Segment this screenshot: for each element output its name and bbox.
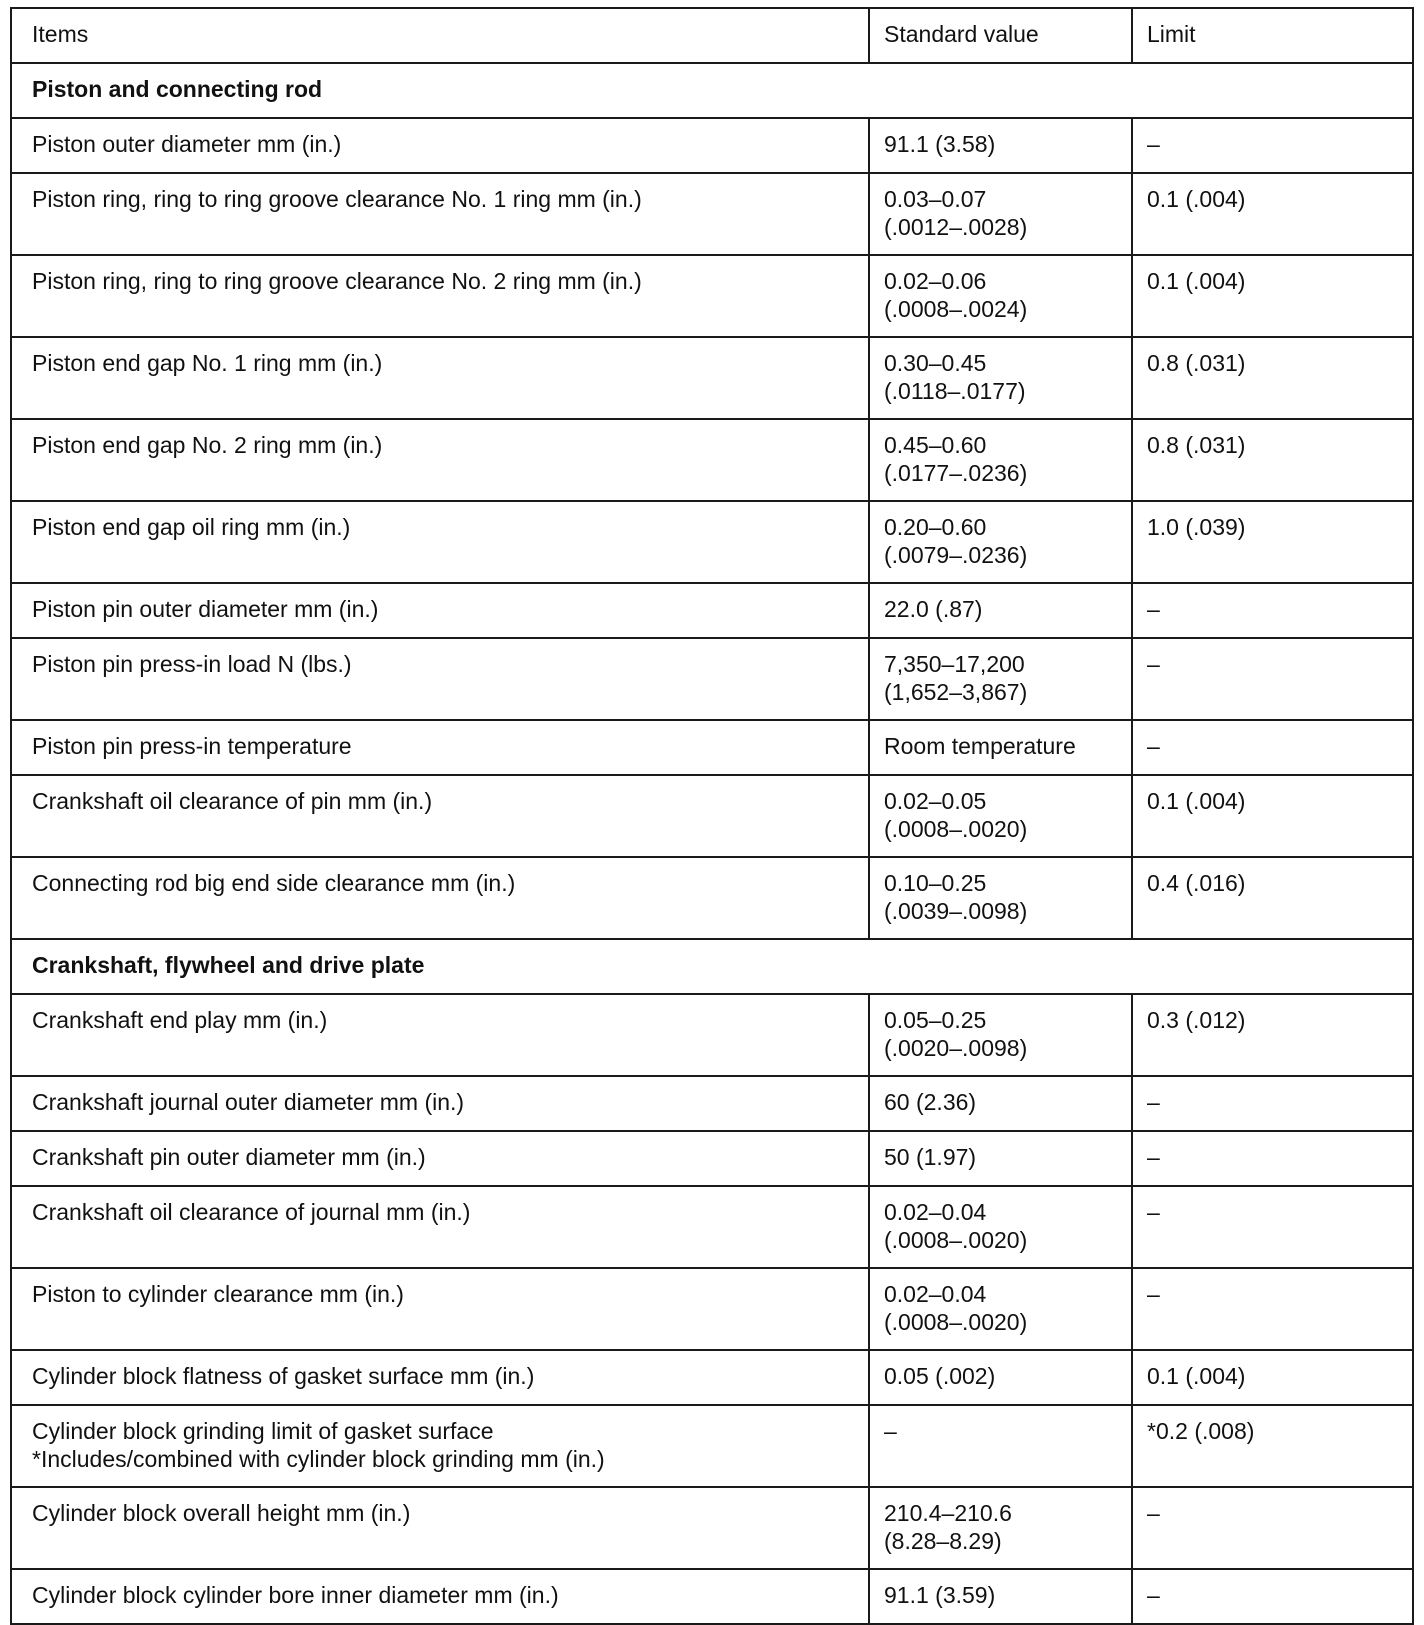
standard-value-text: 0.02–0.06 bbox=[884, 268, 987, 294]
item-cell bbox=[11, 994, 869, 1076]
standard-value-text: 0.05 (.002) bbox=[884, 1363, 996, 1389]
limit-cell: – bbox=[1132, 1487, 1413, 1569]
item-text: Connecting rod big end side clearance mm (in.) bbox=[32, 870, 516, 896]
item-cell bbox=[11, 1131, 869, 1186]
item-cell bbox=[11, 501, 869, 583]
header-standard-value: Standard value bbox=[869, 8, 1132, 63]
standard-value-text: 91.1 (3.58) bbox=[884, 131, 996, 157]
standard-value-cell bbox=[869, 337, 1132, 419]
standard-value-cell bbox=[869, 775, 1132, 857]
limit-cell: – bbox=[1132, 1131, 1413, 1186]
header-limit: Limit bbox=[1132, 8, 1413, 63]
table-row bbox=[11, 255, 1413, 337]
standard-value-cell bbox=[869, 1131, 1132, 1186]
limit-cell: – bbox=[1132, 1186, 1413, 1268]
standard-value-cell bbox=[869, 720, 1132, 775]
limit-cell: – bbox=[1132, 1569, 1413, 1624]
item-text: Piston outer diameter mm (in.) bbox=[32, 131, 342, 157]
item-cell bbox=[11, 857, 869, 939]
standard-value-text: 0.20–0.60 bbox=[884, 514, 987, 540]
limit-cell: – bbox=[1132, 1268, 1413, 1350]
standard-value-text: (.0008–.0024) bbox=[884, 296, 1028, 322]
standard-value-text: (8.28–8.29) bbox=[884, 1528, 1002, 1554]
item-text: Crankshaft journal outer diameter mm (in.) bbox=[32, 1089, 465, 1115]
item-cell bbox=[11, 583, 869, 638]
standard-value-text: 60 (2.36) bbox=[884, 1089, 977, 1115]
standard-value-text: 91.1 (3.59) bbox=[884, 1582, 996, 1608]
item-text: Cylinder block flatness of gasket surface mm (in.) bbox=[32, 1363, 535, 1389]
standard-value-text: (.0118–.0177) bbox=[884, 378, 1026, 404]
standard-value-cell bbox=[869, 857, 1132, 939]
table-row bbox=[11, 1186, 1413, 1268]
item-text: Piston pin press-in temperature bbox=[32, 733, 352, 759]
item-cell bbox=[11, 337, 869, 419]
standard-value-text: (1,652–3,867) bbox=[884, 679, 1028, 705]
item-cell bbox=[11, 173, 869, 255]
item-text: Piston end gap No. 2 ring mm (in.) bbox=[32, 432, 383, 458]
limit-cell: 0.8 (.031) bbox=[1132, 337, 1413, 419]
item-text: Crankshaft oil clearance of journal mm (in.) bbox=[32, 1199, 471, 1225]
table-row bbox=[11, 720, 1413, 775]
standard-value-cell bbox=[869, 1569, 1132, 1624]
table-row bbox=[11, 501, 1413, 583]
item-cell bbox=[11, 775, 869, 857]
standard-value-cell bbox=[869, 1350, 1132, 1405]
table-row bbox=[11, 638, 1413, 720]
item-cell bbox=[11, 638, 869, 720]
item-text: *Includes/combined with cylinder block grinding mm (in.) bbox=[32, 1446, 605, 1472]
standard-value-cell bbox=[869, 501, 1132, 583]
section-row bbox=[11, 939, 1413, 994]
table-row bbox=[11, 1131, 1413, 1186]
standard-value-text: 0.10–0.25 bbox=[884, 870, 987, 896]
standard-value-text: (.0008–.0020) bbox=[884, 1309, 1028, 1335]
item-text: Piston to cylinder clearance mm (in.) bbox=[32, 1281, 404, 1307]
limit-cell: 0.4 (.016) bbox=[1132, 857, 1413, 939]
standard-value-cell bbox=[869, 1268, 1132, 1350]
item-cell bbox=[11, 1569, 869, 1624]
section-title: Piston and connecting rod bbox=[11, 63, 1413, 118]
standard-value-cell bbox=[869, 1076, 1132, 1131]
table-row bbox=[11, 419, 1413, 501]
limit-cell: 1.0 (.039) bbox=[1132, 501, 1413, 583]
table-row bbox=[11, 994, 1413, 1076]
header-items: Items bbox=[11, 8, 869, 63]
standard-value-text: 0.02–0.04 bbox=[884, 1281, 987, 1307]
limit-cell: 0.1 (.004) bbox=[1132, 255, 1413, 337]
item-cell bbox=[11, 118, 869, 173]
item-text: Piston pin press-in load N (lbs.) bbox=[32, 651, 352, 677]
standard-value-text: (.0020–.0098) bbox=[884, 1035, 1028, 1061]
limit-cell: 0.1 (.004) bbox=[1132, 775, 1413, 857]
item-cell bbox=[11, 1076, 869, 1131]
spec-table-container bbox=[10, 7, 1412, 1625]
section-row bbox=[11, 63, 1413, 118]
limit-cell: – bbox=[1132, 583, 1413, 638]
standard-value-text: 50 (1.97) bbox=[884, 1144, 977, 1170]
table-row bbox=[11, 583, 1413, 638]
standard-value-text: 210.4–210.6 bbox=[884, 1500, 1012, 1526]
limit-cell: 0.1 (.004) bbox=[1132, 1350, 1413, 1405]
item-text: Crankshaft oil clearance of pin mm (in.) bbox=[32, 788, 433, 814]
standard-value-cell bbox=[869, 994, 1132, 1076]
item-text: Piston end gap No. 1 ring mm (in.) bbox=[32, 350, 383, 376]
standard-value-cell bbox=[869, 1487, 1132, 1569]
item-text: Piston end gap oil ring mm (in.) bbox=[32, 514, 351, 540]
item-text: Cylinder block overall height mm (in.) bbox=[32, 1500, 411, 1526]
limit-cell: – bbox=[1132, 638, 1413, 720]
item-cell bbox=[11, 255, 869, 337]
standard-value-text: (.0039–.0098) bbox=[884, 898, 1028, 924]
table-row bbox=[11, 118, 1413, 173]
limit-cell: *0.2 (.008) bbox=[1132, 1405, 1413, 1487]
standard-value-cell bbox=[869, 583, 1132, 638]
item-cell bbox=[11, 1268, 869, 1350]
item-text: Piston ring, ring to ring groove clearance No. 1 ring mm (in.) bbox=[32, 186, 642, 212]
specification-table bbox=[10, 7, 1414, 1625]
standard-value-text: – bbox=[884, 1418, 897, 1444]
limit-cell: – bbox=[1132, 118, 1413, 173]
limit-cell: – bbox=[1132, 720, 1413, 775]
standard-value-text: 22.0 (.87) bbox=[884, 596, 983, 622]
table-row bbox=[11, 1487, 1413, 1569]
standard-value-text: 0.03–0.07 bbox=[884, 186, 987, 212]
table-row bbox=[11, 1268, 1413, 1350]
standard-value-text: (.0012–.0028) bbox=[884, 214, 1028, 240]
table-row bbox=[11, 857, 1413, 939]
standard-value-text: (.0008–.0020) bbox=[884, 1227, 1028, 1253]
table-row bbox=[11, 1405, 1413, 1487]
table-row bbox=[11, 775, 1413, 857]
item-cell bbox=[11, 419, 869, 501]
item-cell bbox=[11, 1350, 869, 1405]
standard-value-text: 0.02–0.05 bbox=[884, 788, 987, 814]
standard-value-text: (.0177–.0236) bbox=[884, 460, 1028, 486]
standard-value-text: 0.02–0.04 bbox=[884, 1199, 987, 1225]
standard-value-text: 7,350–17,200 bbox=[884, 651, 1025, 677]
standard-value-text: 0.05–0.25 bbox=[884, 1007, 987, 1033]
standard-value-cell bbox=[869, 638, 1132, 720]
table-row bbox=[11, 173, 1413, 255]
item-text: Crankshaft pin outer diameter mm (in.) bbox=[32, 1144, 426, 1170]
limit-cell: 0.8 (.031) bbox=[1132, 419, 1413, 501]
standard-value-cell bbox=[869, 1405, 1132, 1487]
standard-value-cell bbox=[869, 1186, 1132, 1268]
header-row bbox=[11, 8, 1413, 63]
item-cell bbox=[11, 1487, 869, 1569]
standard-value-text: (.0008–.0020) bbox=[884, 816, 1028, 842]
item-text: Piston ring, ring to ring groove clearance No. 2 ring mm (in.) bbox=[32, 268, 642, 294]
standard-value-cell bbox=[869, 118, 1132, 173]
standard-value-cell bbox=[869, 255, 1132, 337]
item-cell bbox=[11, 720, 869, 775]
limit-cell: – bbox=[1132, 1076, 1413, 1131]
standard-value-cell bbox=[869, 173, 1132, 255]
item-text: Piston pin outer diameter mm (in.) bbox=[32, 596, 379, 622]
table-row bbox=[11, 337, 1413, 419]
standard-value-text: (.0079–.0236) bbox=[884, 542, 1028, 568]
table-row bbox=[11, 1076, 1413, 1131]
limit-cell: 0.1 (.004) bbox=[1132, 173, 1413, 255]
section-title: Crankshaft, flywheel and drive plate bbox=[11, 939, 1413, 994]
limit-cell: 0.3 (.012) bbox=[1132, 994, 1413, 1076]
item-text: Crankshaft end play mm (in.) bbox=[32, 1007, 328, 1033]
standard-value-text: 0.30–0.45 bbox=[884, 350, 987, 376]
item-text: Cylinder block cylinder bore inner diameter mm (in.) bbox=[32, 1582, 559, 1608]
standard-value-text: 0.45–0.60 bbox=[884, 432, 987, 458]
standard-value-text: Room temperature bbox=[884, 733, 1076, 759]
item-text: Cylinder block grinding limit of gasket surface bbox=[32, 1418, 494, 1444]
item-cell bbox=[11, 1405, 869, 1487]
standard-value-cell bbox=[869, 419, 1132, 501]
table-row bbox=[11, 1350, 1413, 1405]
table-row bbox=[11, 1569, 1413, 1624]
item-cell bbox=[11, 1186, 869, 1268]
